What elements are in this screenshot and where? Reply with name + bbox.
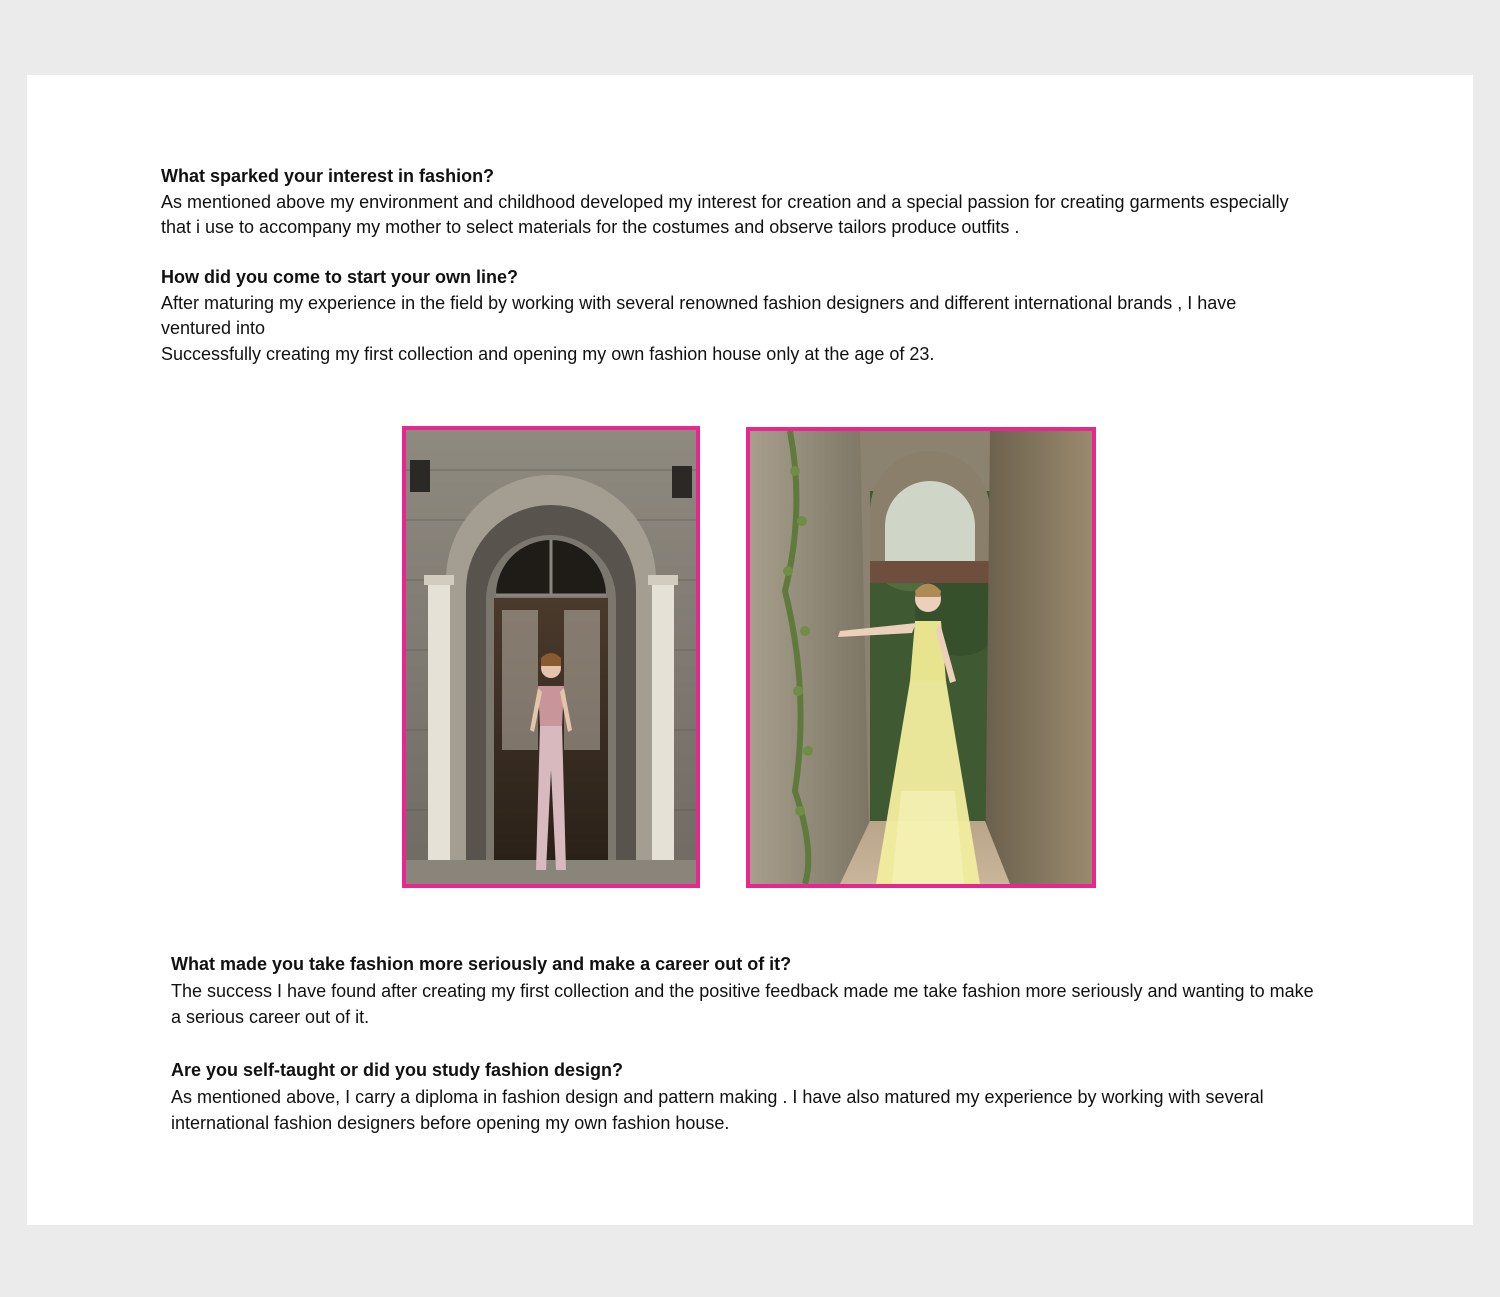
question-heading: How did you come to start your own line? [161,267,519,287]
answer-text: After maturing my experience in the field by working with several renowned fashion designers and different international brands , I have [161,292,1237,313]
document-page [27,75,1473,1225]
qa-education [171,1057,1291,1137]
answer-text: ventured into [161,318,266,338]
answer-text: that i use to accompany my mother to select materials for the costumes and observe tailors produce outfits . [161,217,1020,237]
model-in-archway-photo [402,426,700,888]
qa-interest-in-fashion [161,164,1351,241]
answer-text: Successfully creating my first collection and opening my own fashion house only at the age of 23. [161,343,935,364]
qa-start-own-line [161,265,1311,367]
model-in-archway-photo-icon [406,430,696,884]
qa-career-decision [171,951,1331,1031]
question-heading: What sparked your interest in fashion? [161,166,495,186]
model-in-alley-photo [746,427,1096,888]
question-heading: Are you self-taught or did you study fashion design? [171,1060,624,1080]
model-in-alley-photo-icon [750,431,1092,884]
answer-text: international fashion designers before opening my own fashion house. [171,1113,730,1133]
answer-text: As mentioned above, I carry a diploma in fashion design and pattern making . I have also matured my experience by working with several [171,1086,1264,1107]
answer-text: As mentioned above my environment and childhood developed my interest for creation and a special passion for creating garments especially [161,191,1289,212]
answer-text: The success I have found after creating my first collection and the positive feedback made me take fashion more seriously and wanting to make [171,980,1314,1001]
question-heading: What made you take fashion more seriously and make a career out of it? [171,954,792,974]
answer-text: a serious career out of it. [171,1007,370,1027]
